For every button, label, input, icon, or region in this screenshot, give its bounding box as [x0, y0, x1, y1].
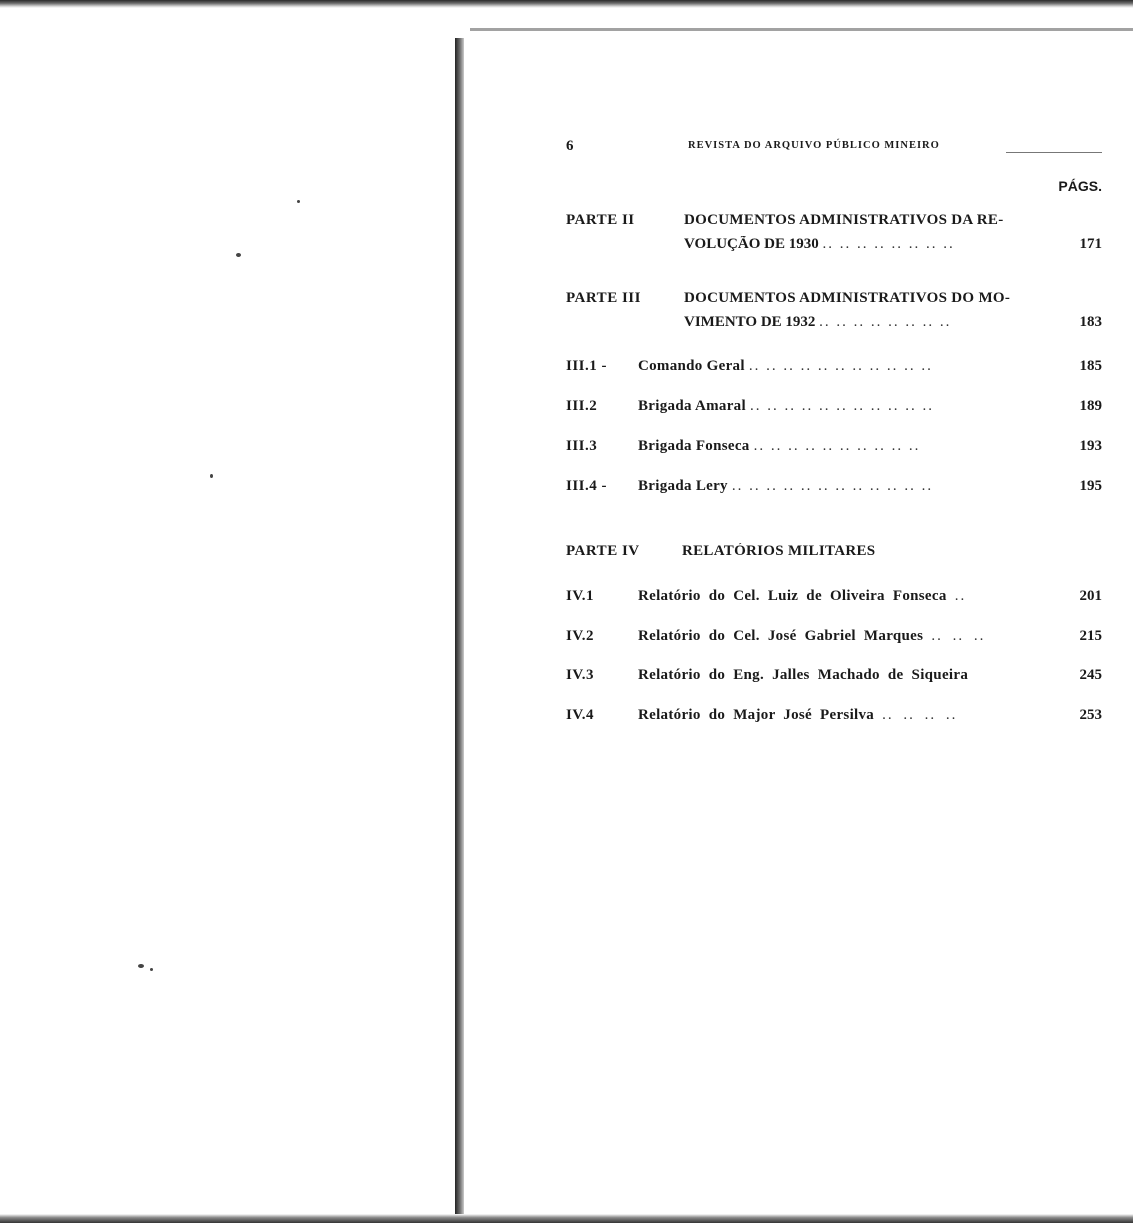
- toc-page-number: 193: [1079, 438, 1102, 454]
- toc-title: Brigada Amaral .. .. .. .. .. .. .. .. .. .. ..: [638, 398, 935, 414]
- toc-title-continued: VIMENTO DE 1932 .. .. .. .. .. .. .. ..: [684, 314, 952, 330]
- toc-title: Brigada Lery .. .. .. .. .. .. .. .. .. .. .. ..: [638, 478, 934, 494]
- dust-speck: [297, 200, 300, 203]
- toc-title: DOCUMENTOS ADMINISTRATIVOS DO MO-: [684, 290, 1011, 306]
- page-number: 6: [566, 138, 574, 154]
- toc-page-number: 195: [1079, 478, 1102, 494]
- toc-title: Brigada Fonseca .. .. .. .. .. .. .. .. .. ..: [638, 438, 921, 454]
- toc-entry-iv-4[interactable]: [566, 707, 1102, 729]
- toc-page-number: 201: [1079, 588, 1102, 604]
- toc-code: IV.3: [566, 667, 594, 683]
- dust-speck: [210, 474, 213, 478]
- dust-speck: [150, 968, 153, 971]
- pages-column-label: PÁGS.: [1058, 178, 1102, 194]
- toc-entry-iii-4[interactable]: [566, 478, 1102, 500]
- toc-code: IV.2: [566, 628, 594, 644]
- toc-code: III.4 -: [566, 478, 608, 494]
- toc-code: PARTE II: [566, 212, 635, 228]
- toc-title: Comando Geral .. .. .. .. .. .. .. .. .. .. ..: [638, 358, 933, 374]
- running-header: [566, 138, 1102, 158]
- toc-title-continued: VOLUÇÃO DE 1930 .. .. .. .. .. .. .. ..: [684, 236, 955, 252]
- toc-page-number: 253: [1079, 707, 1102, 723]
- book-gutter: [455, 38, 464, 1218]
- toc-page-number: 171: [1079, 236, 1102, 252]
- toc-page-number: 245: [1079, 667, 1102, 683]
- toc-title: Relatório do Eng. Jalles Machado de Siqueira: [638, 667, 969, 683]
- toc-title: Relatório do Major José Persilva .. .. .. ..: [638, 707, 958, 723]
- dust-speck: [236, 253, 241, 257]
- toc-entry-parte-ii[interactable]: [566, 212, 1102, 262]
- toc-code: III.1 -: [566, 358, 608, 374]
- toc-page-number: 185: [1079, 358, 1102, 374]
- toc-code: III.2: [566, 398, 598, 414]
- toc-page-number: 183: [1079, 314, 1102, 330]
- dust-speck: [138, 964, 144, 968]
- toc-entry-iii-3[interactable]: [566, 438, 1102, 460]
- journal-title: REVISTA DO ARQUIVO PÚBLICO MINEIRO: [688, 140, 940, 151]
- toc-entry-iii-1[interactable]: [566, 358, 1102, 380]
- toc-page-number: 189: [1079, 398, 1102, 414]
- toc-title: RELATÓRIOS MILITARES: [682, 543, 876, 559]
- toc-entry-parte-iii[interactable]: [566, 290, 1102, 340]
- toc-code: PARTE III: [566, 290, 641, 306]
- toc-entry-iv-2[interactable]: [566, 628, 1102, 650]
- scan-edge-bottom: [0, 1214, 1133, 1223]
- header-rule: [1006, 152, 1102, 153]
- scan-edge-line: [470, 28, 1133, 31]
- toc-title: DOCUMENTOS ADMINISTRATIVOS DA RE-: [684, 212, 1004, 228]
- toc-entry-iv-3[interactable]: [566, 667, 1102, 689]
- scan-edge-top: [0, 0, 1133, 8]
- toc-entry-iv-1[interactable]: [566, 588, 1102, 610]
- toc-title: Relatório do Cel. José Gabriel Marques .. .. ..: [638, 628, 986, 644]
- toc-title: Relatório do Cel. Luiz de Oliveira Fonseca ..: [638, 588, 967, 604]
- toc-code: III.3: [566, 438, 598, 454]
- toc-code: PARTE IV: [566, 543, 640, 559]
- toc-entry-parte-iv[interactable]: [566, 543, 1102, 565]
- toc-code: IV.1: [566, 588, 594, 604]
- toc-page-number: 215: [1079, 628, 1102, 644]
- toc-entry-iii-2[interactable]: [566, 398, 1102, 420]
- toc-code: IV.4: [566, 707, 594, 723]
